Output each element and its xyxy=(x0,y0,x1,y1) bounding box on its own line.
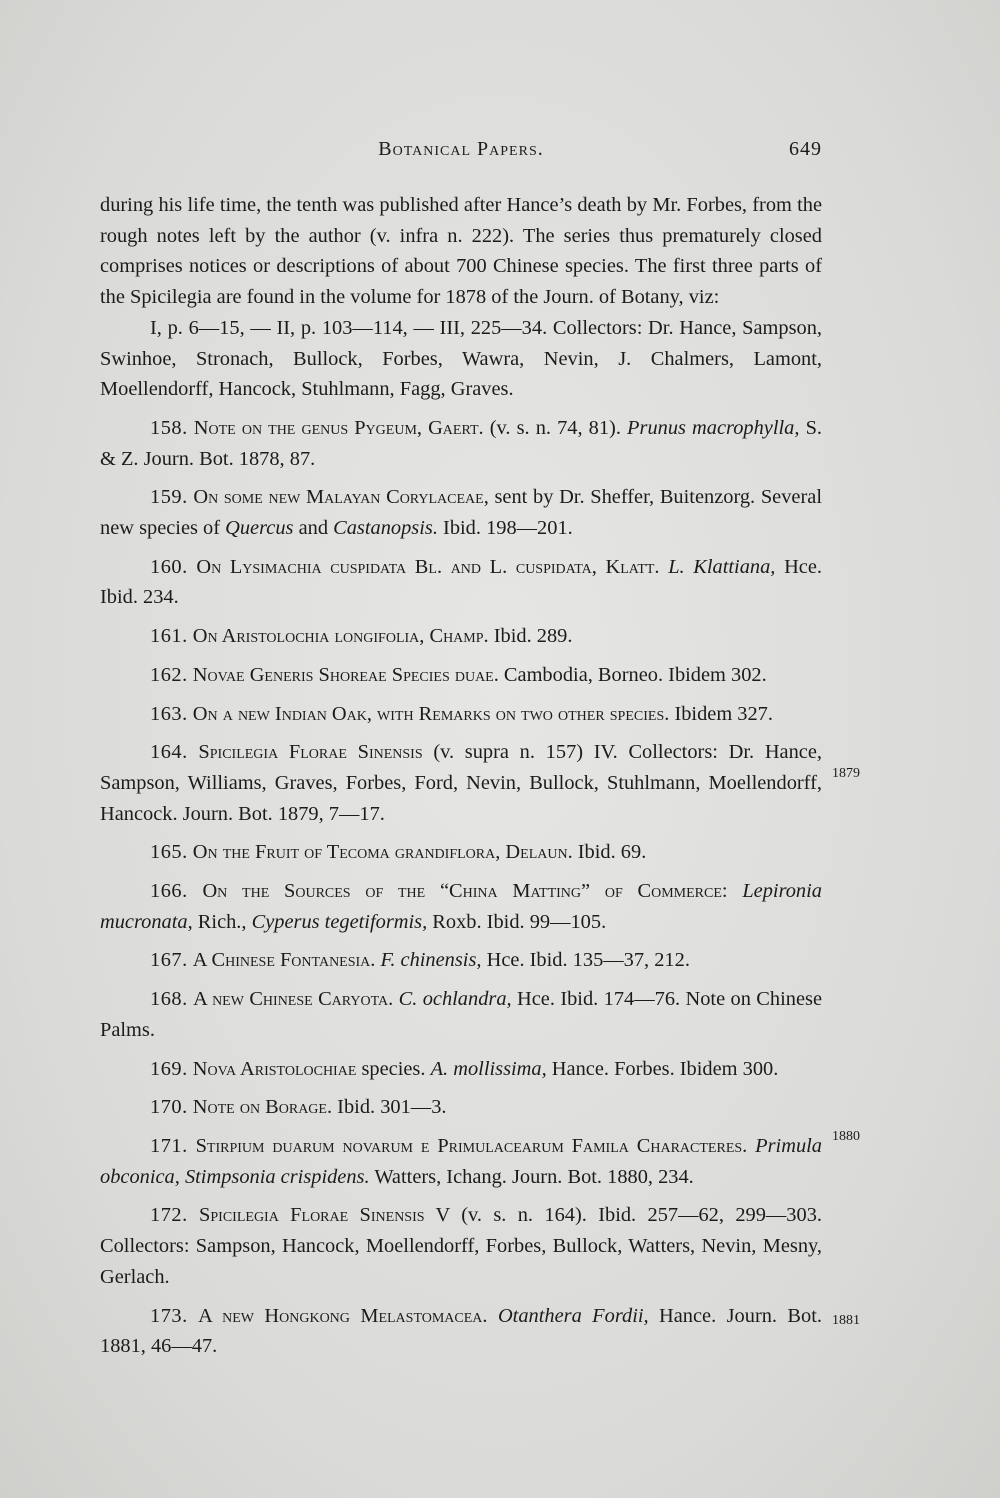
entry-165: 165. On the Fruit of Tecoma grandiflora, Delaun. Ibid. 69. xyxy=(150,841,647,864)
entry-167: 167. A Chinese Fontanesia. F. chinensis, Hce. Ibid. 135—37, 212. xyxy=(150,949,690,972)
entry-169: 169. Nova Aristolochiae species. A. mollissima, Hance. Forbes. Ibidem 300. xyxy=(150,1057,779,1080)
entry-163: 163. On a new Indian Oak, with Remarks on two other species. Ibidem 327. xyxy=(150,702,773,725)
intro-paragraph: during his life time, the tenth was published after Hance’s death by Mr. Forbes, from the rough notes left by the author (v. infra n. 222). The series thus prematurely closed comprises notices or descriptions of about 700 Chinese species. The first three parts of the Spicilegia are found in the volume for 1878 of the Journ. of Botany, viz: xyxy=(100,194,822,309)
entry-173: 173. A new Hongkong Melastomacea. Otanthera Fordii, Hance. Journ. Bot. 1881, 46—47. xyxy=(100,1304,822,1358)
entry-171: 171. Stirpium duarum novarum e Primulacearum Famila Characteres. Primula obconica, Stimpsonia crispidens. Watters, Ichang. Journ. Bot. 1880, 234. xyxy=(100,1134,822,1188)
running-title: Botanical Papers. xyxy=(378,138,544,160)
entry-160: 160. On Lysimachia cuspidata Bl. and L. cuspidata, Klatt. L. Klattiana, Hce. Ibid. 234. xyxy=(100,555,822,609)
running-header xyxy=(100,138,822,168)
entry-158: 158. Note on the genus Pygeum, Gaert. (v. s. n. 74, 81). Prunus macrophylla, S. & Z. Journ. Bot. 1878, 87. xyxy=(100,416,823,470)
entry-164: 164. Spicilegia Florae Sinensis (v. supra n. 157) IV. Collectors: Dr. Hance, Sampson, Williams, Graves, Forbes, Ford, Nevin, Bullock, Stuhlmann, Moellendorff, Hancock. Journ. Bot. 1879, 7—17. xyxy=(100,741,823,825)
collectors-paragraph: I, p. 6—15, — II, p. 103—114, — III, 225—34. Collectors: Dr. Hance, Sampson, Swinhoe, Stronach, Bullock, Forbes, Wawra, Nevin, J. Chalmers, Lamont, Moellendorff, Hancock, Stuhlmann, Fagg, Graves. xyxy=(100,316,822,401)
body-text xyxy=(100,190,822,1362)
page-number: 649 xyxy=(789,138,822,160)
entry-159: 159. On some new Malayan Corylaceae, sent by Dr. Sheffer, Buitenzorg. Several new species of Quercus and Castanopsis. Ibid. 198—201. xyxy=(100,486,822,540)
margin-year-1881: 1881 xyxy=(832,1313,860,1328)
entry-161: 161. On Aristolochia longifolia, Champ. Ibid. 289. xyxy=(150,625,573,648)
margin-year-1880: 1880 xyxy=(832,1129,860,1144)
entry-168: 168. A new Chinese Caryota. C. ochlandra, Hce. Ibid. 174—76. Note on Chinese Palms. xyxy=(100,988,822,1041)
entry-166: 166. On the Sources of the “China Matting” of Commerce: Lepironia mucronata, Rich., Cyperus tegetiformis, Roxb. Ibid. 99—105. xyxy=(100,880,822,933)
entry-162: 162. Novae Generis Shoreae Species duae. Cambodia, Borneo. Ibidem 302. xyxy=(150,663,767,686)
entry-172: 172. Spicilegia Florae Sinensis V (v. s. n. 164). Ibid. 257—62, 299—303. Collectors: Sampson, Hancock, Moellendorff, Forbes, Bullock, Watters, Nevin, Mesny, Gerlach. xyxy=(100,1204,822,1288)
margin-year-1879: 1879 xyxy=(832,766,860,781)
entry-170: 170. Note on Borage. Ibid. 301—3. xyxy=(150,1096,447,1119)
